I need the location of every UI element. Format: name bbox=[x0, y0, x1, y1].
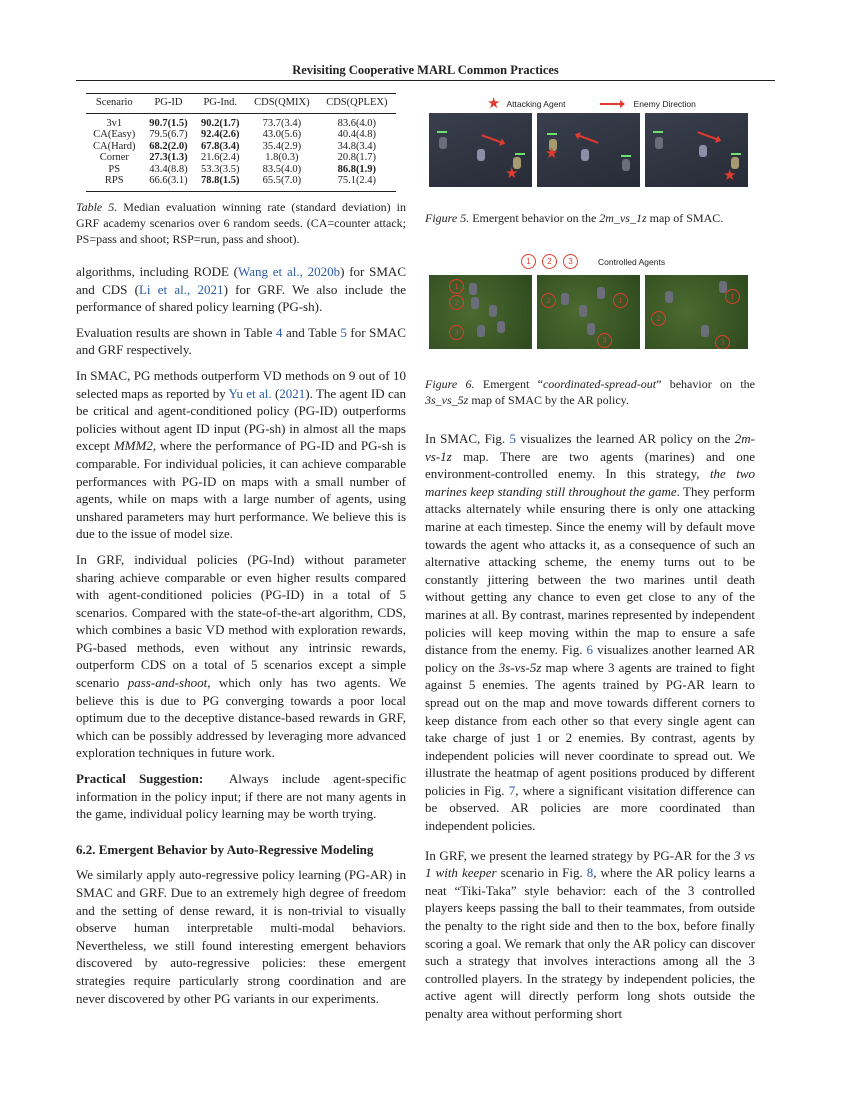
paragraph bbox=[76, 551, 406, 762]
star-icon: ★ bbox=[545, 146, 559, 162]
scenario-name: 3 vs 1 with keeper bbox=[425, 847, 755, 881]
text: Evaluation results are shown in Table bbox=[76, 324, 276, 340]
caption-label: Figure 5. bbox=[425, 211, 470, 225]
paragraph bbox=[76, 367, 406, 543]
table-5-caption bbox=[76, 199, 406, 247]
text: for SMAC and GRF respectively. bbox=[76, 324, 406, 358]
table-cell: 79.5(6.7) bbox=[149, 129, 188, 140]
table-cell: 90.2(1.7) bbox=[200, 117, 240, 129]
text: ) for SMAC and CDS ( bbox=[76, 264, 406, 297]
table-cell: 68.2(2.0) bbox=[149, 140, 188, 152]
caption-text: map of SMAC. bbox=[646, 211, 724, 225]
figure-ref-link[interactable]: 5 bbox=[509, 431, 517, 446]
paragraph bbox=[76, 324, 406, 359]
column-header: CDS(QMIX) bbox=[246, 94, 318, 114]
table-cell: 21.6(2.4) bbox=[200, 152, 240, 163]
table-cell: 65.5(7.0) bbox=[246, 175, 318, 191]
caption-em: coordinated-spread-out bbox=[542, 377, 657, 391]
citation-link[interactable]: Li et al., 2021 bbox=[138, 281, 224, 297]
star-icon: ★ bbox=[487, 95, 501, 112]
number-circle-icon: 1 bbox=[521, 254, 536, 269]
row-label: RPS bbox=[86, 175, 143, 191]
text: Always include agent-specific information in the policy input; if there are not many agents in the game, individual policy learning may be worth trying. bbox=[76, 771, 410, 822]
text: In SMAC, Fig. bbox=[425, 431, 510, 446]
figure-ref-link[interactable]: 6 bbox=[586, 642, 594, 658]
text: scenario in Fig. bbox=[496, 865, 587, 881]
text: map where 3 agents are trained to fight against 5 enemies. The agents trained by PG-AR learn to spread out on the map and move towards different corners to keep distance from each other so that every single agent can take charge of just 1 or 2 enemies. By contrast, agents by independent policies will never coordinate to spread out. We illustrate the heatmap of agent positions produced by different policies in Fig. bbox=[425, 659, 755, 798]
text: visualizes the learned AR policy on the bbox=[516, 431, 735, 446]
table-row bbox=[86, 141, 396, 153]
table-row bbox=[86, 164, 396, 176]
text: , where a significant visitation difference can be observed. AR policies are more coordinated than independent policies. bbox=[425, 782, 755, 834]
header-rule bbox=[76, 80, 775, 81]
paragraph: We similarly apply auto-regressive policy learning (PG-AR) in SMAC and GRF. Due to an extremely high degree of freedom and the setting of dense reward, it is non-trivial to visually observe human interpretable multi-modal behaviors. Nevertheless, we still found interesting emergent behaviors discovered by auto-regressive policies: these emergent strategies require particularly strong coordination and are never discovered by other PG variants in our experiments. bbox=[76, 867, 406, 1006]
table-cell: 90.7(1.5) bbox=[149, 117, 188, 129]
fig6-images bbox=[429, 275, 748, 349]
citation-link[interactable]: Wang et al., 2020b bbox=[238, 264, 341, 279]
table-cell: 78.8(1.5) bbox=[194, 175, 246, 191]
caption-text: map of SMAC by the AR policy. bbox=[468, 393, 629, 407]
table-cell: 43.0(5.6) bbox=[262, 129, 302, 140]
table-cell: 53.3(3.5) bbox=[200, 163, 240, 175]
caption-label: Figure 6. bbox=[425, 377, 475, 391]
caption-text: Emergent behavior on the bbox=[469, 211, 600, 225]
fig5-frame-3 bbox=[645, 113, 748, 187]
text: In SMAC, PG methods outperform VD methods on 9 out of 10 selected maps as reported by bbox=[76, 367, 406, 401]
table-cell: 83.6(4.0) bbox=[337, 117, 377, 129]
star-icon: ★ bbox=[505, 166, 519, 182]
arrow-icon bbox=[600, 103, 622, 105]
fig5-caption bbox=[425, 210, 755, 226]
caption-text: Median evaluation winning rate (standard deviation) in GRF academy scenarios over 6 random seeds. (CA=counter attack; PS=pass and shoot; RSP=run, pass and shoot). bbox=[76, 200, 407, 246]
suggestion-label: Practical Suggestion: bbox=[76, 771, 204, 787]
table-cell: 86.8(1.9) bbox=[337, 163, 377, 175]
paragraph bbox=[76, 263, 406, 316]
number-circle-icon: 3 bbox=[563, 254, 578, 269]
table-cell: 20.8(1.7) bbox=[337, 152, 377, 163]
text: , where the performance of PG-ID and PG-sh is comparable. For individual policies, it can achieve comparable performances with PG-ID on maps with a small number of agents, while on maps with a large number of agents, using unshared parameters may hurt performance. We believe this is due to the issue of model size. bbox=[76, 438, 407, 542]
text: algorithms, including RODE ( bbox=[76, 264, 239, 279]
table-cell: 83.5(4.0) bbox=[262, 163, 302, 175]
table-cell: 43.4(8.8) bbox=[149, 163, 188, 175]
row-label: Corner bbox=[99, 152, 129, 163]
table-row bbox=[86, 113, 396, 129]
right-column bbox=[425, 430, 755, 1031]
row-label: CA(Hard) bbox=[92, 140, 136, 152]
paragraph bbox=[76, 770, 410, 823]
caption-label: Table 5. bbox=[76, 200, 118, 214]
fig6-caption bbox=[425, 376, 755, 408]
text: visualizes another learned AR policy on the bbox=[425, 642, 755, 675]
number-circle-icon: 2 bbox=[542, 254, 557, 269]
scenario-name: pass-and-shoot bbox=[127, 675, 208, 691]
table-ref-link[interactable]: 4 bbox=[275, 324, 283, 340]
fig5-frame-2 bbox=[537, 113, 640, 187]
legend-label: Enemy Direction bbox=[633, 98, 696, 109]
text: , which only has two agents. We believe this is due to PG converging towards a poor local optimum due to the deceptive distance-based rewards in GRF, which can be possibly addressed by leveraging more advanced exploration techniques in future work. bbox=[76, 675, 407, 761]
table-cell: 34.8(3.4) bbox=[337, 140, 377, 152]
running-header: Revisiting Cooperative MARL Common Practices bbox=[292, 63, 559, 77]
text: In GRF, we present the learned strategy by PG-AR for the bbox=[425, 847, 735, 863]
row-label: CA(Easy) bbox=[93, 129, 136, 140]
table-cell: 92.4(2.6) bbox=[200, 129, 240, 140]
map-name: MMM2 bbox=[113, 438, 153, 454]
row-label: PS bbox=[108, 163, 121, 175]
table-row bbox=[86, 175, 396, 191]
column-header: Scenario bbox=[86, 94, 143, 114]
paragraph bbox=[425, 847, 755, 1023]
text: map. There are two agents (marines) and one environment-controlled enemy. In this strategy, bbox=[425, 448, 755, 482]
legend-label: Controlled Agents bbox=[598, 256, 666, 267]
column-header: PG-Ind. bbox=[194, 94, 246, 114]
text: , where the AR policy learns a neat “Tiki-Taka” style behavior: each of the 3 controlled players keeps passing the ball to their teammates, from outside the penalty to the right side and then to the box, before finally scoring a goal. We remark that only the AR policy can discover such a strategy that involves interactions among all the 3 controlled players. In the strategy by independent policies, the active agent will directly perform long shots outside the penalty area without performing short bbox=[425, 865, 755, 1021]
citation-link[interactable]: 2021 bbox=[279, 385, 306, 401]
section-heading: 6.2. Emergent Behavior by Auto-Regressive Modeling bbox=[76, 841, 374, 857]
table-row bbox=[86, 152, 396, 164]
map-name: 2m-vs-1z bbox=[425, 431, 755, 464]
fig5-legend bbox=[487, 96, 696, 111]
table-row bbox=[86, 129, 396, 141]
map-name: 3s-vs-5z bbox=[498, 659, 542, 675]
text: ) for GRF. We also include the performance of shared policy learning (PG-sh). bbox=[76, 281, 407, 315]
fig5-frame-1 bbox=[429, 113, 532, 187]
fig5-images bbox=[429, 113, 748, 187]
table-cell: 1.8(0.3) bbox=[265, 152, 299, 163]
table-cell: 40.4(4.8) bbox=[337, 129, 377, 140]
row-label: 3v1 bbox=[106, 117, 123, 129]
paragraph bbox=[425, 430, 755, 835]
table-cell: 66.6(3.1) bbox=[143, 175, 195, 191]
caption-text: Emergent “ bbox=[474, 377, 543, 391]
fig6-frame-2: 2 1 3 bbox=[537, 275, 640, 349]
emphasis: the two marines keep standing still throughout the game bbox=[425, 466, 755, 499]
citation-link[interactable]: Yu et al. bbox=[228, 385, 272, 401]
text: . They perform attacks alternately while ensuring there is only one attacking marine at each timestep. Since the enemy will by default move towards the agent who attacks it, as a consequence of such an alternative attacking scheme, the enemy turns out to be constantly jittering between the two marines until death without getting any chance to even get close to any of the marines at all. By contrast, marines represented by independent policies will keep moving within the map to ensure a safe distance from the enemy. Fig. bbox=[425, 483, 755, 658]
caption-map: 2m_vs_1z bbox=[599, 211, 647, 225]
table-ref-link[interactable]: 5 bbox=[340, 324, 347, 340]
caption-text: ” behavior on the bbox=[656, 377, 756, 391]
caption-map: 3s_vs_5z bbox=[425, 393, 469, 407]
text: ( bbox=[271, 385, 280, 401]
fig6-frame-1: 1 2 3 bbox=[429, 275, 532, 349]
text: ). The agent ID can be critical and agent-conditioned policy (PG-ID) outperforms policies without agent ID input (PG-sh) in almost all the maps except bbox=[76, 385, 406, 454]
table-cell: 75.1(2.4) bbox=[318, 175, 396, 191]
table-cell: 67.8(3.4) bbox=[200, 140, 240, 152]
star-icon: ★ bbox=[723, 168, 737, 184]
figure-ref-link[interactable]: 7 bbox=[508, 782, 516, 798]
column-header: CDS(QPLEX) bbox=[318, 94, 396, 114]
fig6-legend bbox=[521, 254, 665, 269]
table-5 bbox=[86, 93, 396, 192]
left-column bbox=[76, 263, 410, 1015]
table-cell: 27.3(1.3) bbox=[149, 152, 188, 163]
figure-ref-link[interactable]: 8 bbox=[586, 865, 594, 881]
fig6-frame-3: 1 2 3 bbox=[645, 275, 748, 349]
table-cell: 73.7(3.4) bbox=[262, 117, 302, 129]
text: In GRF, individual policies (PG-Ind) without parameter sharing achieve comparable or even higher results compared with agent-conditioned policies (PG-ID) in a total of 5 scenarios. Compared with the state-of-the-art algorithm, CDS, which combines a basic VD method with exploration rewards, PG-based methods, even without any intrinsic rewards, outperform CDS on a total of 5 scenarios except a simple scenario bbox=[76, 551, 406, 691]
legend-label: Attacking Agent bbox=[506, 98, 566, 109]
table-cell: 35.4(2.9) bbox=[262, 140, 302, 152]
column-header: PG-ID bbox=[143, 94, 195, 114]
text: and Table bbox=[282, 324, 341, 340]
